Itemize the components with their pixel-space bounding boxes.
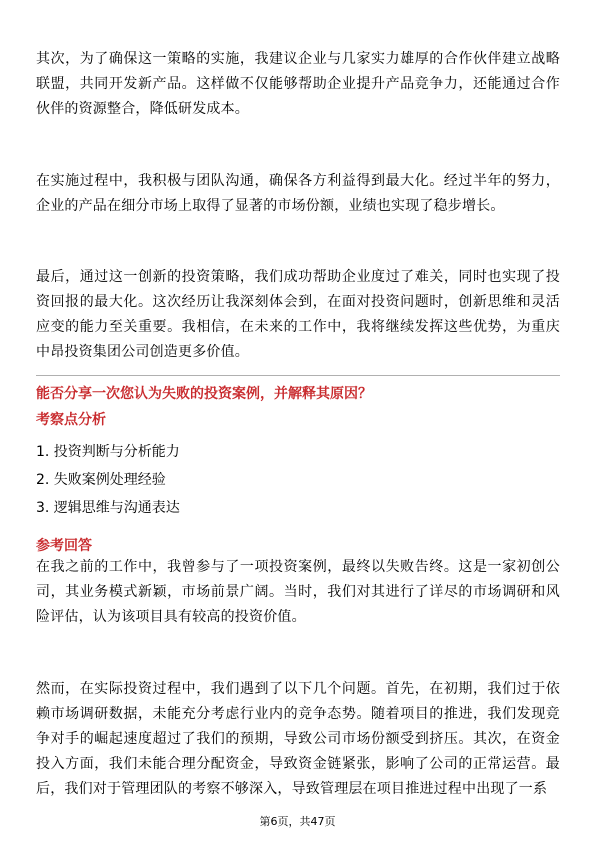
analysis-title: 考察点分析 [36,412,106,428]
paragraph-implementation: 在实施过程中，我积极与团队沟通，确保各方利益得到最大化。经过半年的努力，企业的产品在细分市场上取得了显著的市场份额，业绩也实现了稳步增长。 [36,173,560,214]
list-item: 3. 逻辑思维与沟通表达 [36,500,180,516]
paragraph-strategy-alliance: 其次，为了确保这一策略的实施，我建议企业与几家实力雄厚的合作伙伴建立战略联盟，共同开发新产品。这样做不仅能够帮助企业提升产品竞争力，还能通过合作伙伴的资源整合，降低研发成本。 [36,51,560,117]
list-item: 1. 投资判断与分析能力 [36,444,180,460]
list-item: 2. 失败案例处理经验 [36,472,166,488]
page-number: 第6页，共47页 [259,815,336,828]
answer-title: 参考回答 [36,538,92,554]
analysis-list [36,438,560,522]
answer-paragraph-intro: 在我之前的工作中，我曾参与了一项投资案例，最终以失败告终。这是一家初创公司，其业务模式新颖，市场前景广阔。当时，我们对其进行了详尽的市场调研和风险评估，认为该项目具有较高的投资价值。 [36,559,560,625]
answer-paragraph-problems: 然而，在实际投资过程中，我们遇到了以下几个问题。首先，在初期，我们过于依赖市场调研数据，未能充分考虑行业内的竞争态势。随着项目的推进，我们发现竞争对手的崛起速度超过了我们的预期，导致公司市场份额受到挤压。其次，在资金投入方面，我们未能合理分配资金，导致资金链紧张，影响了公司的正常运营。最后，我们对于管理团队的考察不够深入，导致管理层在项目推进过程中出现了一系 [36,681,560,797]
section-divider [36,375,560,376]
question-heading: 能否分享一次您认为失败的投资案例，并解释其原因？ [36,386,372,402]
paragraph-conclusion: 最后，通过这一创新的投资策略，我们成功帮助企业度过了难关，同时也实现了投资回报的最大化。这次经历让我深刻体会到，在面对投资问题时，创新思维和灵活应变的能力至关重要。我相信，在未来的工作中，我将继续发挥这些优势，为重庆中昂投资集团公司创造更多价值。 [36,269,560,360]
